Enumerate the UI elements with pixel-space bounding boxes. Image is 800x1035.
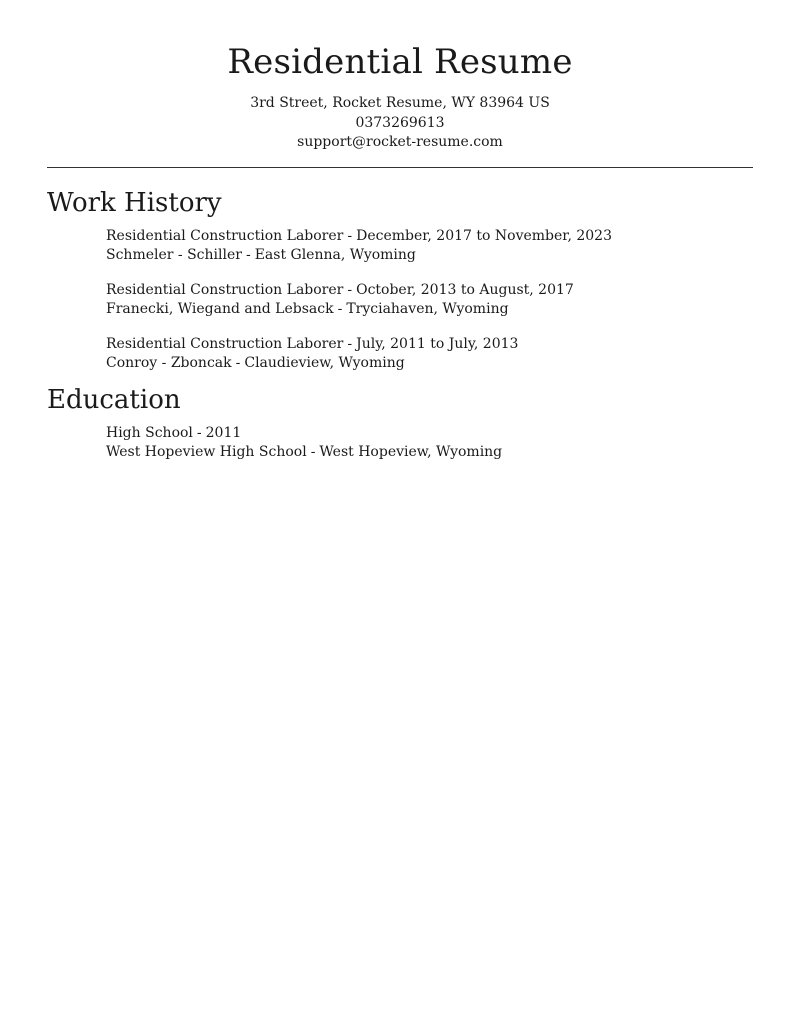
header-divider: [47, 167, 753, 168]
separator: -: [196, 425, 202, 441]
job-location: Tryciahaven, Wyoming: [346, 300, 509, 317]
school-name: West Hopeview High School: [106, 443, 307, 460]
job-employer-line: [106, 300, 612, 319]
education-item: [106, 424, 502, 461]
job-dates: July, 2011 to July, 2013: [356, 336, 519, 352]
job-title-line: [106, 281, 612, 300]
job-dates: October, 2013 to August, 2017: [356, 282, 574, 298]
resume-header: [0, 0, 800, 153]
school-location: West Hopeview, Wyoming: [319, 443, 503, 460]
separator: -: [337, 300, 343, 317]
separator: -: [235, 354, 241, 371]
separator: -: [310, 443, 316, 460]
education-list: [106, 424, 502, 461]
work-history-item: [106, 227, 612, 264]
degree-name: High School: [106, 425, 193, 441]
separator: -: [347, 282, 353, 298]
job-location: East Glenna, Wyoming: [254, 246, 416, 263]
job-company: Conroy - Zboncak: [106, 354, 232, 371]
contact-block: [0, 94, 800, 153]
degree-year: 2011: [205, 425, 242, 441]
job-location: Claudieview, Wyoming: [244, 354, 405, 371]
job-dates: December, 2017 to November, 2023: [356, 228, 612, 244]
job-company: Franecki, Wiegand and Lebsack: [106, 300, 334, 317]
separator: -: [245, 246, 251, 263]
address-line: 3rd Street, Rocket Resume, WY 83964 US: [250, 95, 550, 111]
email-line: support@rocket-resume.com: [297, 134, 503, 150]
candidate-name: Residential Resume: [227, 42, 573, 82]
phone-line: 0373269613: [355, 114, 445, 131]
job-employer-line: [106, 354, 612, 373]
job-employer-line: [106, 246, 612, 265]
work-history-item: [106, 335, 612, 372]
work-history-heading: Work History: [47, 188, 222, 218]
job-position: Residential Construction Laborer: [106, 282, 344, 298]
work-history-item: [106, 281, 612, 318]
separator: -: [347, 228, 353, 244]
job-company: Schmeler - Schiller: [106, 246, 242, 263]
work-history-list: [106, 227, 612, 372]
education-heading: Education: [47, 385, 181, 415]
separator: -: [347, 336, 353, 352]
job-title-line: [106, 227, 612, 246]
job-title-line: [106, 335, 612, 354]
job-position: Residential Construction Laborer: [106, 336, 344, 352]
job-position: Residential Construction Laborer: [106, 228, 344, 244]
degree-line: [106, 424, 502, 443]
school-line: [106, 443, 502, 462]
